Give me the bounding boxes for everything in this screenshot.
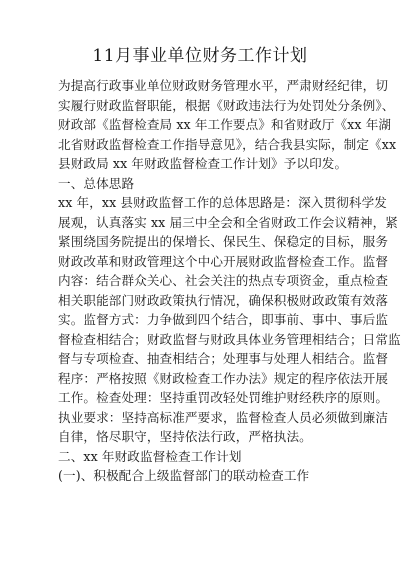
paragraph-line: 北省财政监督检查工作指导意见》，结合我县实际，制定《xx [58, 136, 397, 152]
document-body [58, 76, 401, 486]
paragraph-line: 展观，认真落实 xx 届三中全会和全省财政工作会议精神，紧 [58, 214, 398, 230]
paragraph-line: 实履行财政监督职能，根据《财政违法行为处罚处分条例》、 [58, 97, 395, 113]
document-title: 11月事业单位财务工作计划 [92, 46, 308, 66]
paragraph-line: 为提高行政事业单位财政财务管理水平，严肃财经纪律，切 [58, 78, 389, 93]
paragraph-line: 自律，恪尽职守，坚持依法行政，严格执法。 [58, 429, 312, 444]
subsection-heading: (一)、积极配合上级监督部门的联动检查工作 [58, 468, 310, 483]
paragraph-line: 县财政局 xx 年财政监督检查工作计划》予以印发。 [58, 156, 348, 171]
paragraph-line: 工作。检查处理：坚持重罚改轻处罚维护财经秩序的原则。 [58, 390, 389, 405]
paragraph-line: 程序：严格按照《财政检查工作办法》规定的程序依法开展 [58, 370, 389, 386]
paragraph-line: 财政改革和财政管理这个中心开展财政监督检查工作。监督 [58, 253, 389, 269]
paragraph-line: 督与专项检查、抽查相结合；处理事与处理人相结合。监督 [58, 351, 389, 366]
paragraph-line: 相关职能部门财政政策执行情况，确保积极财政政策有效落 [58, 292, 389, 308]
paragraph-line: 财政部《监督检查局 xx 年工作要点》和省财政厅《xx 年湖 [58, 117, 392, 132]
section-heading: 二、xx 年财政监督检查工作计划 [58, 448, 242, 464]
paragraph-line: 执业要求：坚持高标准严要求，监督检查人员必须做到廉洁 [58, 409, 389, 425]
paragraph-line: xx 年，xx 县财政监督工作的总体思路是：深入贯彻科学发 [58, 195, 387, 210]
paragraph-line: 紧围绕国务院提出的保增长、保民生、保稳定的目标，服务 [58, 234, 389, 249]
paragraph-line: 内容：结合群众关心、社会关注的热点专项资金，重点检查 [58, 273, 389, 288]
paragraph-line: 实。监督方式：力争做到四个结合，即事前、事中、事后监 [58, 312, 389, 327]
paragraph-line: 督检查相结合；财政监督与财政具体业务管理相结合；日常监 [58, 331, 401, 347]
section-heading: 一、总体思路 [58, 175, 135, 191]
